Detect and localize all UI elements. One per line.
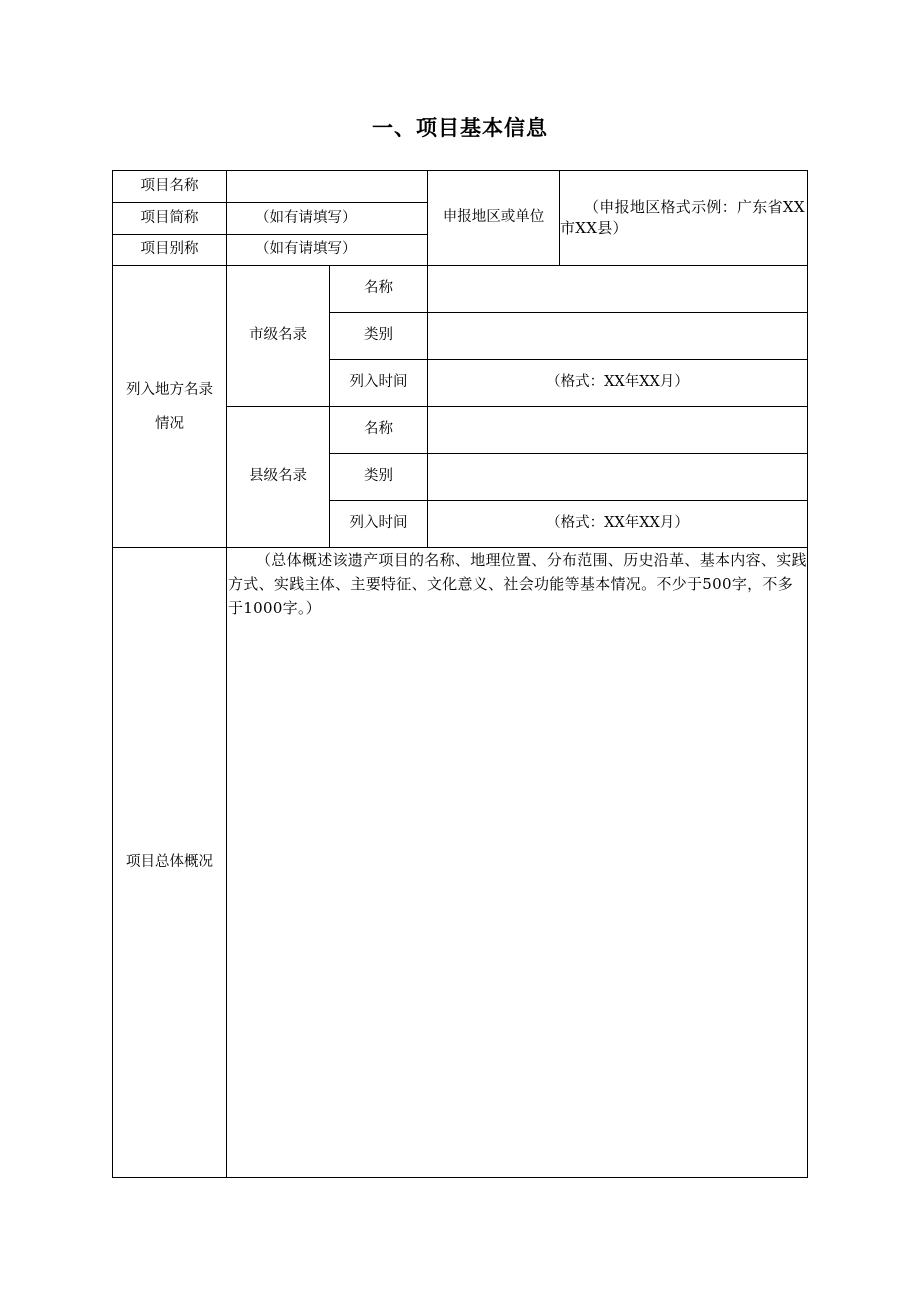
project-alias-field[interactable]: （如有请填写）	[227, 235, 428, 266]
county-listing-label: 县级名录	[227, 407, 330, 548]
city-listing-time-field[interactable]: （格式：XX年XX月）	[428, 360, 808, 407]
county-category-field[interactable]	[428, 454, 808, 501]
city-category-field[interactable]	[428, 313, 808, 360]
local-listing-label	[113, 266, 227, 548]
project-alias-label: 项目别称	[113, 235, 227, 266]
local-listing-label-line1: 列入地方名录	[126, 381, 213, 398]
city-listing-label: 市级名录	[227, 266, 330, 407]
page-title: 一、项目基本信息	[372, 116, 548, 140]
project-info-table	[112, 170, 808, 1178]
city-listing-time-label: 列入时间	[330, 360, 428, 407]
overview-label: 项目总体概况	[113, 548, 227, 1178]
county-listing-time-field[interactable]: （格式：XX年XX月）	[428, 501, 808, 548]
county-category-label: 类别	[330, 454, 428, 501]
city-name-field[interactable]	[428, 266, 808, 313]
project-short-name-field[interactable]: （如有请填写）	[227, 203, 428, 235]
county-listing-time-label: 列入时间	[330, 501, 428, 548]
city-category-label: 类别	[330, 313, 428, 360]
local-listing-label-line2: 情况	[155, 415, 184, 432]
region-hint: （申报地区格式示例：广东省XX市XX县）	[560, 198, 805, 237]
region-label: 申报地区或单位	[428, 171, 560, 266]
project-name-field[interactable]	[227, 171, 428, 203]
project-name-label: 项目名称	[113, 171, 227, 203]
overview-hint: （总体概述该遗产项目的名称、地理位置、分布范围、历史沿革、基本内容、实践方式、实践主体、主要特征、文化意义、社会功能等基本情况。不少于500字，不多于1000字。）	[228, 551, 807, 617]
project-short-name-label: 项目简称	[113, 203, 227, 235]
overview-field[interactable]	[227, 548, 808, 1178]
county-name-field[interactable]	[428, 407, 808, 454]
county-name-label: 名称	[330, 407, 428, 454]
city-name-label: 名称	[330, 266, 428, 313]
region-field[interactable]	[560, 171, 808, 266]
